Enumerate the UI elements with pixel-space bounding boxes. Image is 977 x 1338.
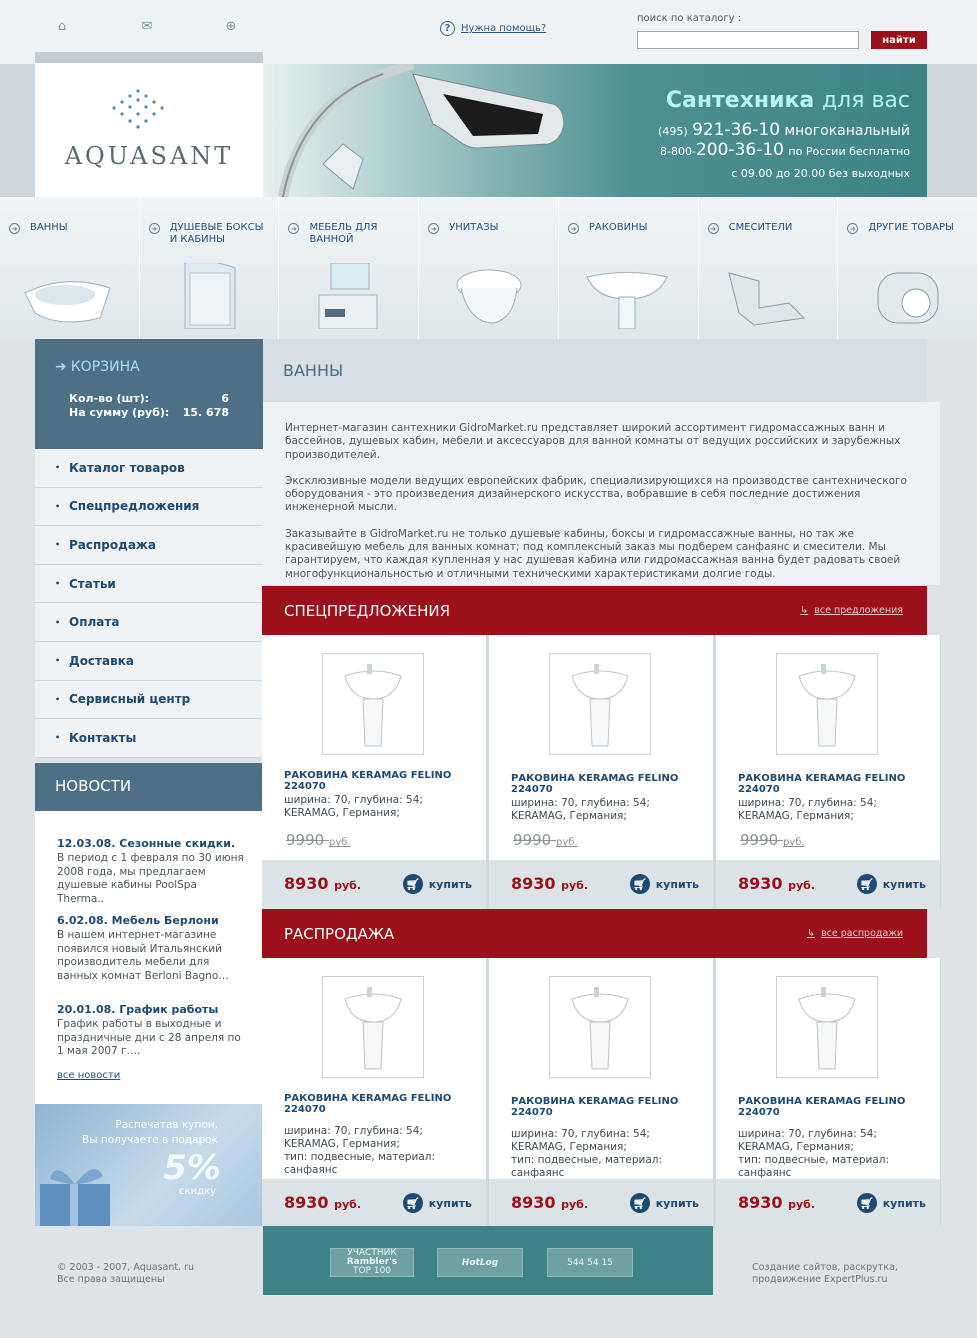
price: 8930 руб. — [284, 1193, 362, 1212]
product-desc: ширина: 70, глубина: 54; KERAMAG, Германия; — [284, 794, 423, 819]
header-banner — [263, 64, 927, 197]
arrow-icon: ➜ — [428, 223, 439, 234]
arrow-icon: ↳ — [800, 605, 809, 616]
copyright: © 2003 - 2007, Aquasant. ru Все права защищены — [57, 1262, 195, 1285]
product-image[interactable] — [322, 976, 424, 1078]
arrow-icon: ➜ — [149, 223, 160, 234]
product-card — [262, 635, 486, 909]
search-input[interactable] — [637, 31, 859, 49]
news-title: НОВОСТИ — [35, 763, 263, 811]
product-card — [716, 958, 940, 1228]
price-bar — [716, 860, 940, 909]
buy-button[interactable]: 🛒︎ купить — [403, 1193, 472, 1213]
gift-box-icon — [35, 1154, 125, 1226]
stat-counter[interactable]: 544 54 15 — [547, 1248, 633, 1277]
cart-icon: 🛒︎ — [630, 874, 650, 894]
phone-1: (495) 921-36-10 многоканальный — [658, 120, 910, 140]
all-news-link[interactable]: все новости — [57, 1070, 121, 1081]
faucet-icon — [719, 263, 814, 329]
bathroom-furniture-icon — [299, 263, 394, 329]
sink-product-icon — [323, 977, 423, 1077]
product-desc: ширина: 70, глубина: 54; KERAMAG, Германия; тип: подвесные, материал: санфаянс — [511, 1128, 663, 1179]
product-name[interactable]: РАКОВИНА KERAMAG FELINO 224070 — [511, 1096, 679, 1118]
category-faucets[interactable]: ➜ СМЕСИТЕЛИ — [699, 197, 839, 339]
coupon-banner[interactable] — [35, 1104, 263, 1226]
buy-button[interactable]: 🛒︎ купить — [857, 1193, 926, 1213]
category-bath-furniture[interactable]: ➜ МЕБЕЛЬ ДЛЯ ВАННОЙ — [279, 197, 419, 339]
buy-button[interactable]: 🛒︎ купить — [403, 874, 472, 894]
help-link[interactable] — [440, 21, 546, 36]
arrow-icon: ➜ — [847, 223, 858, 234]
product-desc: ширина: 70, глубина: 54; KERAMAG, Германия; тип: подвесные, материал: санфаянс — [738, 1128, 890, 1179]
sink-product-icon — [550, 654, 650, 754]
banner-title: Сантехника для вас — [665, 88, 910, 113]
arrow-icon: ↳ — [807, 928, 816, 939]
arrow-icon: ➜ — [9, 223, 20, 234]
old-price: 9990 руб. — [513, 831, 578, 849]
arrow-icon: ➜ — [288, 223, 299, 234]
price-bar — [262, 1179, 486, 1228]
sink-product-icon — [777, 654, 877, 754]
product-image[interactable] — [549, 976, 651, 1078]
hotlog-counter[interactable]: HotLog — [437, 1248, 523, 1277]
phone-2: 8-800-200-36-10 по России бесплатно — [660, 140, 910, 160]
news-panel — [35, 811, 263, 1104]
help-text[interactable]: Нужна помощь? — [461, 23, 547, 34]
category-toilets[interactable]: ➜ УНИТАЗЫ — [419, 197, 559, 339]
news-item[interactable]: 6.02.08. Мебель Берлони В нашем интернет-магазине появился новый Итальянский производитель мебели для ванных комнат Berloni Bagno… — [57, 914, 229, 982]
sitemap-icon[interactable]: ⊕ — [225, 18, 237, 34]
coupon-text: Распечатав купон, Вы получаете в подарок — [82, 1119, 218, 1146]
category-bar — [0, 197, 977, 339]
cart-icon: 🛒︎ — [403, 874, 423, 894]
product-card — [489, 635, 713, 909]
product-name[interactable]: РАКОВИНА KERAMAG FELINO 224070 — [738, 1096, 906, 1118]
product-desc: ширина: 70, глубина: 54; KERAMAG, Германия; — [738, 797, 877, 822]
price-bar — [489, 860, 713, 909]
old-price: 9990 руб. — [286, 831, 351, 849]
buy-button[interactable]: 🛒︎ купить — [630, 1193, 699, 1213]
coupon-sub: скидку — [179, 1186, 216, 1197]
product-image[interactable] — [549, 653, 651, 755]
specials-title: СПЕЦПРЕДЛОЖЕНИЯ — [284, 602, 451, 620]
developer-credit[interactable]: Создание сайтов, раскрутка, продвижение ExpertPlus.ru — [752, 1262, 898, 1285]
menu-item-specials[interactable]: • Спецпредложения — [35, 488, 263, 527]
product-card — [262, 958, 486, 1228]
paper-holder-icon — [858, 263, 953, 329]
menu-item-contacts[interactable]: • Контакты — [35, 719, 263, 758]
counters-bar — [263, 1226, 713, 1295]
menu-item-payment[interactable]: • Оплата — [35, 603, 263, 642]
cart-panel — [35, 339, 263, 449]
home-icon[interactable]: ⌂ — [57, 18, 67, 34]
shower-cabin-icon — [160, 263, 255, 329]
product-name[interactable]: РАКОВИНА KERAMAG FELINO 224070 — [284, 1093, 452, 1115]
buy-button[interactable]: 🛒︎ купить — [857, 874, 926, 894]
product-card — [716, 635, 940, 909]
old-price: 9990 руб. — [740, 831, 805, 849]
arrow-icon: ➜ — [568, 223, 579, 234]
menu-item-articles[interactable]: • Статьи — [35, 565, 263, 604]
menu-item-service[interactable]: • Сервисный центр — [35, 681, 263, 720]
price-bar — [262, 860, 486, 909]
product-name[interactable]: РАКОВИНА KERAMAG FELINO 224070 — [284, 770, 452, 792]
cart-icon: 🛒︎ — [857, 874, 877, 894]
arrow-icon: ➜ — [708, 223, 719, 234]
price: 8930 руб. — [511, 874, 589, 893]
category-sinks[interactable]: ➜ РАКОВИНЫ — [559, 197, 699, 339]
specials-header — [262, 586, 927, 635]
price: 8930 руб. — [284, 874, 362, 893]
cart-icon: 🛒︎ — [403, 1193, 423, 1213]
buy-button[interactable]: 🛒︎ купить — [630, 874, 699, 894]
cart-title[interactable]: ➜ КОРЗИНА — [55, 359, 140, 375]
sink-icon — [579, 263, 674, 329]
toilet-icon — [439, 263, 534, 329]
sink-product-icon — [777, 977, 877, 1077]
cart-qty: Кол-во (шт): 6 — [69, 392, 229, 405]
price-bar — [716, 1179, 940, 1228]
bathtub-icon — [20, 263, 115, 329]
product-name[interactable]: РАКОВИНА KERAMAG FELINO 224070 — [511, 773, 679, 795]
menu-item-delivery[interactable]: • Доставка — [35, 642, 263, 681]
cart-icon: 🛒︎ — [630, 1193, 650, 1213]
page-title: ВАННЫ — [263, 339, 927, 402]
specials-grid — [262, 635, 941, 909]
sale-grid — [262, 958, 941, 1228]
price: 8930 руб. — [738, 1193, 816, 1212]
coupon-percent: 5% — [163, 1148, 221, 1188]
price: 8930 руб. — [511, 1193, 589, 1212]
sink-product-icon — [550, 977, 650, 1077]
rambler-counter[interactable]: УЧАСТНИК Rambler's TOP 100 — [330, 1248, 414, 1277]
help-icon: ? — [440, 21, 455, 36]
menu-item-sale[interactable]: • Распродажа — [35, 526, 263, 565]
all-specials-link[interactable]: ↳ все предложения — [800, 605, 903, 616]
cart-icon: 🛒︎ — [857, 1193, 877, 1213]
product-desc: ширина: 70, глубина: 54; KERAMAG, Германия; — [511, 797, 650, 822]
product-image[interactable] — [776, 976, 878, 1078]
sink-product-icon — [323, 654, 423, 754]
product-image[interactable] — [322, 653, 424, 755]
all-sale-link[interactable]: ↳ все распродажи — [807, 928, 903, 939]
shower-head-icon — [263, 64, 593, 197]
product-name[interactable]: РАКОВИНА KERAMAG FELINO 224070 — [738, 773, 906, 795]
category-other-goods[interactable]: ➜ ДРУГИЕ ТОВАРЫ — [838, 197, 977, 339]
search-label: поиск по каталогу : — [637, 13, 742, 24]
logo-text[interactable]: AQUASANT — [64, 142, 234, 170]
product-card — [489, 958, 713, 1228]
product-desc: ширина: 70, глубина: 54; KERAMAG, Германия; тип: подвесные, материал: санфаянс — [284, 1125, 436, 1176]
product-image[interactable] — [776, 653, 878, 755]
news-item[interactable]: 20.01.08. График работы График работы в выходные и праздничные дни с 28 апреля по 1 мая 2007 г.… — [57, 1003, 241, 1057]
menu-item-catalog[interactable]: • Каталог товаров — [35, 449, 263, 488]
news-item[interactable]: 12.03.08. Сезонные скидки. В период с 1 февраля по 30 июня 2008 года, мы предлагаем душевые кабины PoolSpa Therma.. — [57, 837, 244, 905]
sale-header — [262, 909, 927, 958]
cart-sum: На сумму (руб): 15. 678 — [69, 406, 229, 419]
sale-title: РАСПРОДАЖА — [284, 925, 395, 943]
logo-dots-icon — [100, 88, 176, 132]
search-button[interactable]: найти — [871, 31, 927, 49]
working-hours: с 09.00 до 20.00 без выходных — [731, 167, 910, 180]
price: 8930 руб. — [738, 874, 816, 893]
category-baths[interactable]: ➜ ВАННЫ — [0, 197, 140, 339]
category-shower-boxes[interactable]: ➜ ДУШЕВЫЕ БОКСЫ И КАБИНЫ — [140, 197, 280, 339]
side-menu — [35, 449, 263, 758]
arrow-right-icon: ➜ — [55, 359, 67, 375]
mail-icon[interactable]: ✉ — [141, 18, 153, 34]
price-bar — [489, 1179, 713, 1228]
intro-text: Интернет-магазин сантехники GidroMarket.ru представляет широкий ассортимент гидромассажных ванн и бассейнов, душевых кабин, мебели и аксессуаров для ванной комнаты от ведущих российских и зарубежных производителей. Эксклюзивные модели ведущих европейских фабрик, специализирующихся на производстве сантехнического оборудования - это произведения дизайнерского искусства, вобравшие в себя последние достижения инженерной мысли. Заказывайте в GidroMarket.ru не только душевые кабины, боксы и гидромассажные ванны, но так же красивейшую мебель для ванных комнат; под комплексный заказ мы подберем санфаянс и смесители. Мы гарантируем, что каждая купленная у нас душевая кабина или гидромассажная ванна будет радовать своей многофункциональностью и отличными техническими характеристиками долгие годы. — [263, 402, 940, 585]
